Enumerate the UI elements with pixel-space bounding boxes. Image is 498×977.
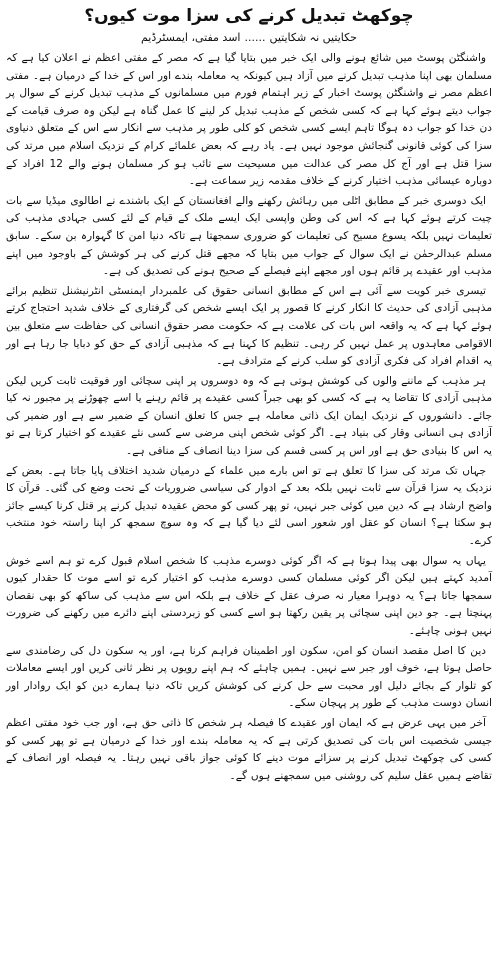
article-headline: چوکھٹ تبدیل کرنے کی سزا موت کیوں؟	[84, 6, 414, 26]
article-body	[6, 50, 492, 785]
article-paragraph: ہر مذہب کے ماننے والوں کی کوشش ہوتی ہے کہ وہ دوسروں پر اپنی سچائی اور فوقیت ثابت کریں لیکن مذہبی آزادی کا تقاضا یہ ہے کہ کسی کو بھی جبراً کسی عقیدے پر قائم رہنے یا اسے چھوڑنے پر مجبور نہ کیا جائے۔ دانشوروں کے نزدیک ایمان ایک ذاتی معاملہ ہے جس کا تعلق انسان کے ضمیر سے ہے اور ضمیر کی آزادی ہی انسانی وقار کی بنیاد ہے۔ اگر کوئی شخص اپنی مرضی سے کسی نئے عقیدے کو اختیار کرتا ہے تو یہ اس کا بنیادی حق ہے اور اس پر کسی قسم کی سزا دینا انصاف کے منافی ہے۔	[6, 374, 492, 458]
byline-author: اسد مفتی، ایمسٹرڈیم	[140, 31, 241, 44]
article-paragraph: واشنگٹن پوسٹ میں شائع ہونے والی ایک خبر میں بتایا گیا ہے کہ مصر کے مفتی اعظم نے اعلان کیا ہے کہ مسلمان بھی اپنا مذہب تبدیل کرنے میں آزاد ہیں کیونکہ یہ معاملہ بندے اور اس کے خدا کے درمیان ہے۔ مفتی اعظم مصر نے واشنگٹن پوسٹ اخبار کے زیر اہتمام فورم میں مسلمانوں کے مذہب تبدیل کرنے کے سوال پر جواب دیتے ہوئے کہا ہے کہ کسی شخص کے مذہب تبدیل کر لینے کا عمل گناہ ہے لیکن وہ صرف قیامت کے دن خدا کو جواب دہ ہوگا تاہم ایسے کسی شخص کو کلی طور پر مذہب سے انکار سے اس کے متعلق دنیاوی سزا کی کوئی قانونی گنجائش موجود نہیں ہے۔ یاد رہے کہ بعض علمائے کرام کے نزدیک اسلام میں مرتد کی سزا قتل ہے اور آج کل مصر کی عدالت میں مسیحیت سے تائب ہو کر مسلمان ہونے والے 12 افراد کے دوبارہ عیسائی مذہب اختیار کرنے کے خلاف مقدمہ زیر سماعت ہے۔	[6, 52, 492, 188]
article-paragraph: جہاں تک مرتد کی سزا کا تعلق ہے تو اس بارے میں علماء کے درمیان شدید اختلاف پایا جاتا ہے۔ بعض کے نزدیک یہ سزا قرآن سے ثابت نہیں بلکہ بعد کے ادوار کی سیاسی ضروریات کے تحت وضع کی گئی۔ قرآن کا واضح ارشاد ہے کہ دین میں کوئی جبر نہیں، تو پھر کسی کو محض عقیدہ تبدیل کرنے پر قتل کرنا کیسے جائز ہو سکتا ہے؟ انسان کو عقل اور شعور اسی لئے دیا گیا ہے کہ وہ سوچ سمجھ کر اپنا راستہ خود منتخب کرے۔	[6, 464, 492, 548]
article-byline	[6, 30, 492, 48]
article-paragraph: یہاں یہ سوال بھی پیدا ہوتا ہے کہ اگر کوئی دوسرے مذہب کا شخص اسلام قبول کرے تو ہم اسے خوش آمدید کہتے ہیں لیکن اگر کوئی مسلمان کسی دوسرے مذہب کو اختیار کرے تو اسے موت کا حقدار کیوں سمجھا جاتا ہے؟ یہ دوہرا معیار نہ صرف عقل کے خلاف ہے بلکہ اس سے مذہب کی ساکھ کو بھی نقصان پہنچتا ہے۔ جو دین اپنی سچائی پر یقین رکھتا ہو اسے کسی کو زبردستی اپنے دائرے میں رکھنے کی ضرورت نہیں ہونی چاہئے۔	[6, 554, 492, 637]
article-paragraph: تیسری خبر کویت سے آئی ہے اس کے مطابق انسانی حقوق کی علمبردار ایمنسٹی انٹرنیشنل تنظیم برائے مذہبی آزادی کی حدیث کا انکار کرنے کا قصور پر ایک ایسے شخص کی گرفتاری کے خلاف شدید احتجاج کرتے ہوئے کہا ہے کہ یہ واقعہ اس بات کی علامت ہے کہ حکومت مصر حقوق انسانی کی حفاظت سے متعلق بین الاقوامی معاہدوں پر عمل نہیں کر رہی۔ تنظیم کا کہنا ہے کہ مذہبی آزادی کے حق کو دبایا جا رہا ہے اور یہ اقدام افراد کی فکری آزادی کو سلب کرنے کے مترادف ہے۔	[6, 284, 492, 368]
article-paragraph: دین کا اصل مقصد انسان کو امن، سکون اور اطمینان فراہم کرنا ہے، اور یہ سکون دل کی رضامندی سے حاصل ہوتا ہے، خوف اور جبر سے نہیں۔ ہمیں چاہئے کہ ہم اپنے رویوں پر نظر ثانی کریں اور ایسے معاملات کو تلوار کے بجائے دلیل اور محبت سے حل کرنے کی کوشش کریں تاکہ دنیا ہمارے دین کو ایک روادار اور انسان دوست مذہب کے طور پر پہچان سکے۔	[6, 644, 492, 710]
byline-prefix: حکایتیں نہ شکایتیں	[269, 31, 357, 44]
article-paragraph: ایک دوسری خبر کے مطابق اٹلی میں رہائش رکھنے والے افغانستان کے ایک باشندے نے اطالوی میڈیا سے بات چیت کرتے ہوئے کہا ہے کہ اس کی وطن واپسی ایک ایسے ملک کے قیام کے لئے کسی جہادی مذہب کی تعلیمات نہیں بلکہ یسوع مسیح کی تعلیمات کو ضروری سمجھتا ہے تاکہ دنیا امن کا گہوارہ بن سکے۔ سابق مسلم عبدالرحمٰن نے ایک سوال کے جواب میں بتایا کہ مجھے قتل کرنے کی ہر کوشش کے باوجود میں اپنے مذہب اور عقیدے پر قائم ہوں اور مجھے اپنے فیصلے کے صحیح ہونے کی تصدیق کی ہے۔	[6, 194, 492, 278]
article-paragraph: آخر میں یہی عرض ہے کہ ایمان اور عقیدے کا فیصلہ ہر شخص کا ذاتی حق ہے، اور جب خود مفتی اعظم جیسی شخصیت اس بات کی تصدیق کرتی ہے کہ یہ معاملہ بندے اور خدا کے درمیان ہے تو پھر کسی کو کسی کی چوکھٹ تبدیل کرنے پر سزائے موت دینے کا کوئی جواز باقی نہیں رہتا۔ یہ فیصلہ اور انصاف کے تقاضے ہمیں عقل سلیم کی روشنی میں سمجھنے ہوں گے۔	[6, 716, 492, 782]
byline-dots: ......	[244, 31, 266, 44]
